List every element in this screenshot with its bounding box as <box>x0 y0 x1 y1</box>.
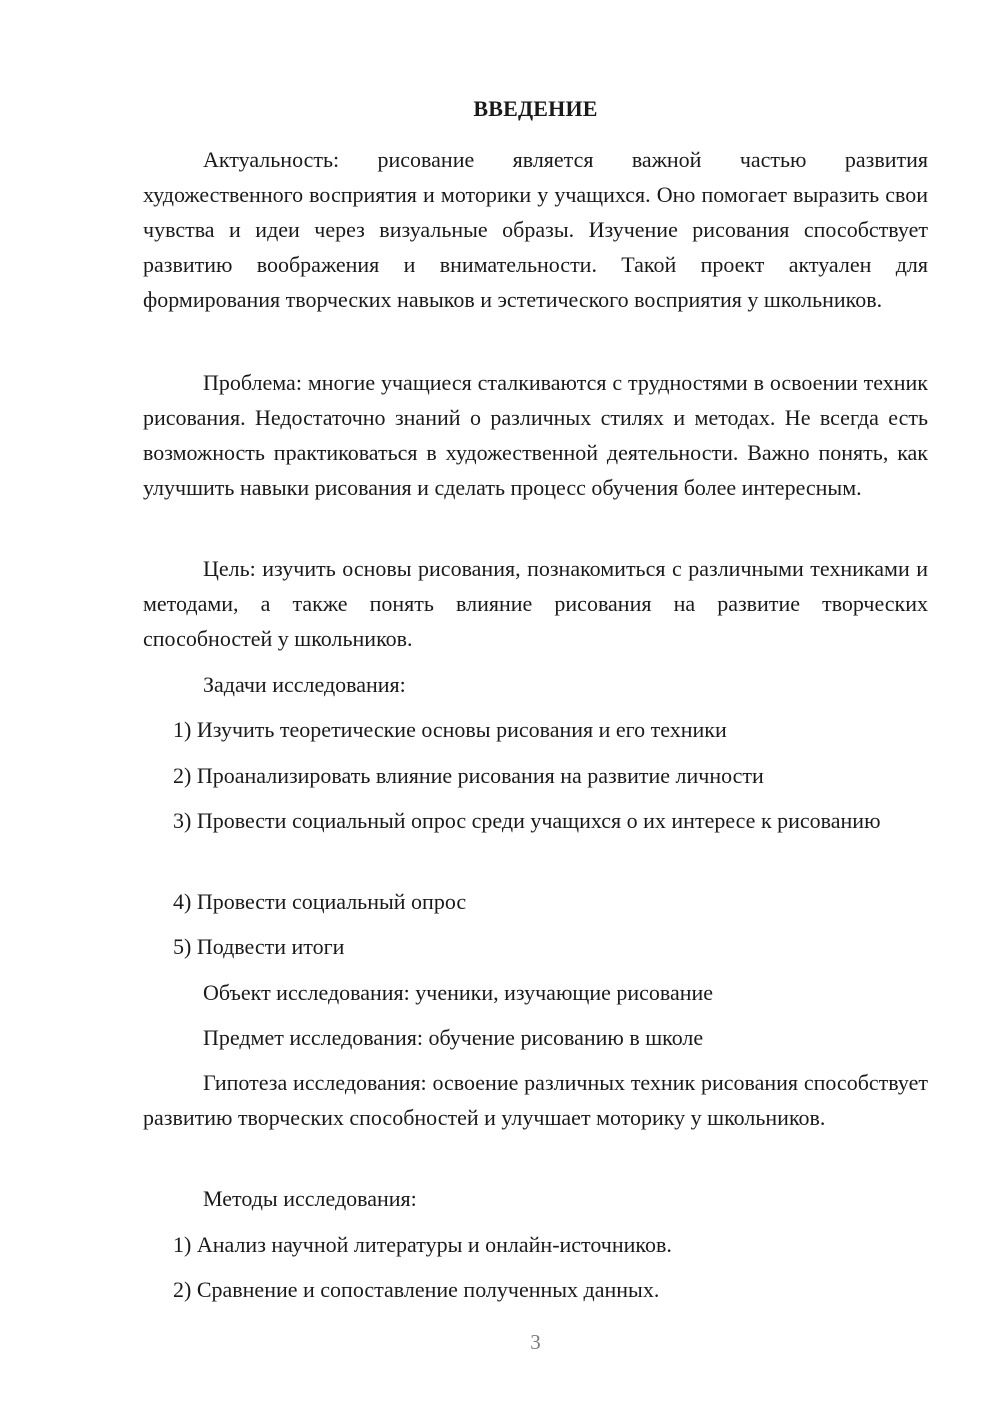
method-item: 2) Сравнение и сопоставление полученных данных. <box>173 1277 660 1302</box>
method-item: 1) Анализ научной литературы и онлайн-источников. <box>173 1232 672 1257</box>
goal-paragraph: Цель: изучить основы рисования, познакомиться с различными техниками и методами, а также понять влияние рисования на развитие творческих способностей у школьников. <box>143 556 928 651</box>
page-title: ВВЕДЕНИЕ <box>473 96 598 121</box>
relevance-paragraph: Актуальность: рисование является важной частью развития художественного восприятия и моторики у учащихся. Оно помогает выразить свои чувства и идеи через визуальные образы. Изучение рисования способствует развитию воображения и внимательности. Такой проект актуален для формирования творческих навыков и эстетического восприятия у школьников. <box>143 147 928 312</box>
problem-paragraph: Проблема: многие учащиеся сталкиваются с трудностями в освоении техник рисования. Недостаточно знаний о различных стилях и методах. Не всегда есть возможность практиковаться в художественной деятельности. Важно понять, как улучшить навыки рисования и сделать процесс обучения более интересным. <box>143 370 928 500</box>
task-item: 2) Проанализировать влияние рисования на развитие личности <box>173 763 764 788</box>
task-item: 3) Провести социальный опрос среди учащихся о их интересе к рисованию <box>173 808 881 833</box>
page-number: 3 <box>530 1330 541 1354</box>
subject-paragraph: Предмет исследования: обучение рисованию в школе <box>203 1025 704 1050</box>
hypothesis-paragraph: Гипотеза исследования: освоение различных техник рисования способствует развитию творческих способностей и улучшает моторику у школьников. <box>143 1070 928 1130</box>
tasks-heading: Задачи исследования: <box>203 672 406 697</box>
object-paragraph: Объект исследования: ученики, изучающие рисование <box>203 980 714 1005</box>
methods-heading: Методы исследования: <box>203 1186 417 1211</box>
task-item: 4) Провести социальный опрос <box>173 889 467 914</box>
task-item: 5) Подвести итоги <box>173 934 345 959</box>
task-item: 1) Изучить теоретические основы рисования и его техники <box>173 717 727 742</box>
